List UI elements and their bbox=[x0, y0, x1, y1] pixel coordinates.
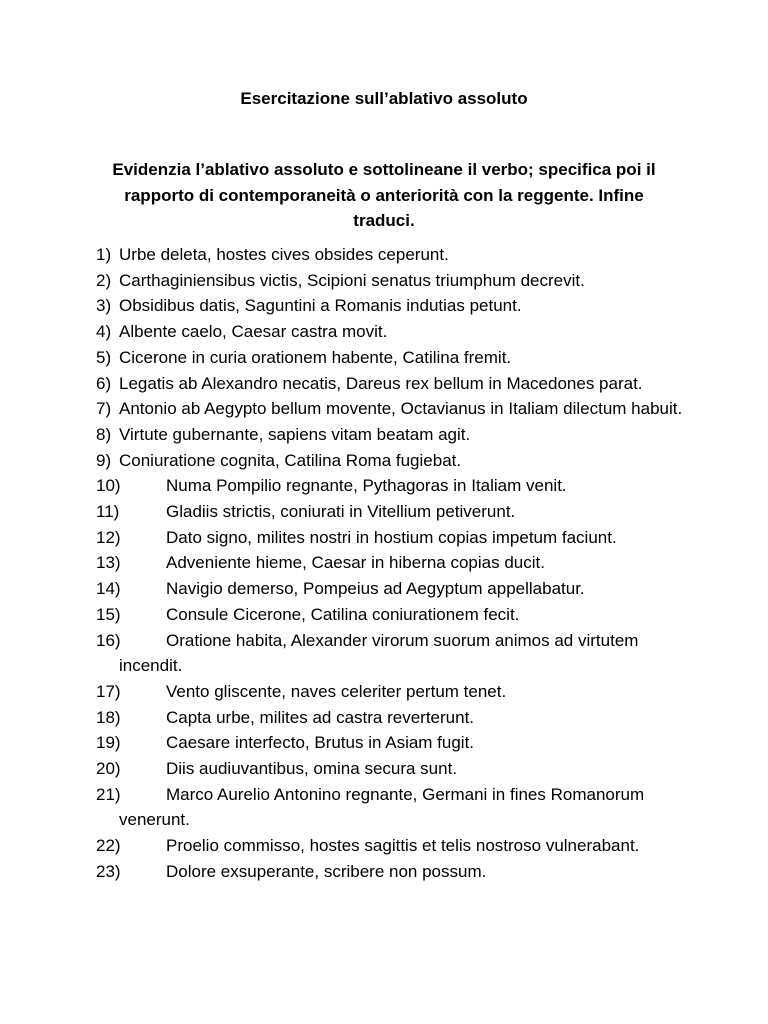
exercise-sentence: Cicerone in curia orationem habente, Catilina fremit. bbox=[119, 347, 512, 367]
exercise-sentence: Dolore exsuperante, scribere non possum. bbox=[166, 861, 487, 881]
exercise-number: 16) bbox=[96, 630, 121, 650]
exercise-number: 6) bbox=[96, 373, 112, 393]
exercise-number: 12) bbox=[96, 527, 121, 547]
exercise-sentence: Coniuratione cognita, Catilina Roma fugiebat. bbox=[119, 450, 462, 470]
exercise-number: 15) bbox=[96, 604, 121, 624]
list-item bbox=[96, 448, 696, 474]
list-item bbox=[96, 550, 696, 576]
exercise-number: 5) bbox=[96, 347, 112, 367]
exercise-number: 9) bbox=[96, 450, 112, 470]
exercise-sentence: Vento gliscente, naves celeriter pertum tenet. bbox=[166, 681, 507, 701]
list-item bbox=[96, 371, 696, 397]
exercise-sentence: Oratione habita, Alexander virorum suorum animos ad virtutem incendit. bbox=[119, 630, 639, 676]
exercise-number: 7) bbox=[96, 399, 112, 419]
list-item bbox=[96, 422, 696, 448]
list-item bbox=[96, 293, 696, 319]
exercise-sentence: Adveniente hieme, Caesar in hiberna copias ducit. bbox=[166, 553, 545, 573]
list-item bbox=[96, 499, 696, 525]
exercise-sentence: Marco Aurelio Antonino regnante, Germani in fines Romanorum venerunt. bbox=[119, 784, 645, 830]
exercise-sentence: Caesare interfecto, Brutus in Asiam fugit. bbox=[166, 733, 475, 753]
exercise-list bbox=[96, 242, 696, 885]
list-item bbox=[96, 679, 696, 705]
exercise-sentence: Dato signo, milites nostri in hostium copias impetum faciunt. bbox=[166, 527, 617, 547]
exercise-sentence: Urbe deleta, hostes cives obsides ceperunt. bbox=[119, 245, 449, 264]
exercise-sentence: Proelio commisso, hostes sagittis et telis nostroso vulnerabant. bbox=[166, 836, 640, 856]
list-item bbox=[96, 473, 696, 499]
list-item bbox=[96, 833, 696, 859]
exercise-number: 14) bbox=[96, 579, 121, 599]
exercise-number: 3) bbox=[96, 296, 112, 316]
exercise-number: 21) bbox=[96, 784, 121, 804]
exercise-number: 13) bbox=[96, 553, 121, 573]
exercise-sentence: Virtute gubernante, sapiens vitam beatam agit. bbox=[119, 424, 471, 444]
exercise-number: 11) bbox=[96, 502, 120, 522]
exercise-sentence: Obsidibus datis, Saguntini a Romanis indutias petunt. bbox=[119, 296, 522, 316]
exercise-sentence: Gladiis strictis, coniurati in Vitellium petiverunt. bbox=[166, 502, 516, 522]
exercise-number: 4) bbox=[96, 322, 112, 342]
exercise-number: 10) bbox=[96, 476, 121, 496]
exercise-number: 8) bbox=[96, 424, 112, 444]
exercise-number: 23) bbox=[96, 861, 121, 881]
exercise-sentence: Carthaginiensibus victis, Scipioni senatus triumphum decrevit. bbox=[119, 270, 585, 290]
list-item bbox=[96, 396, 696, 422]
list-item bbox=[96, 319, 696, 345]
exercise-number: 20) bbox=[96, 759, 121, 779]
list-item bbox=[96, 628, 696, 679]
list-item bbox=[96, 525, 696, 551]
exercise-number: 1) bbox=[96, 245, 112, 264]
exercise-sentence: Diis audiuvantibus, omina secura sunt. bbox=[166, 759, 458, 779]
list-item bbox=[96, 242, 696, 268]
list-item bbox=[96, 730, 696, 756]
exercise-sentence: Albente caelo, Caesar castra movit. bbox=[119, 322, 388, 342]
exercise-number: 17) bbox=[96, 681, 121, 701]
list-item bbox=[96, 859, 696, 885]
exercise-number: 2) bbox=[96, 270, 112, 290]
exercise-sentence: Consule Cicerone, Catilina coniurationem fecit. bbox=[166, 604, 520, 624]
exercise-number: 18) bbox=[96, 707, 121, 727]
exercise-number: 19) bbox=[96, 733, 121, 753]
instructions-text: Evidenzia l’ablativo assoluto e sottolineane il verbo; specifica poi il rapporto di contemporaneità o anteriorità con la reggente. Infine traduci. bbox=[112, 160, 656, 231]
list-item bbox=[96, 345, 696, 371]
exercise-sentence: Navigio demerso, Pompeius ad Aegyptum appellabatur. bbox=[166, 579, 585, 599]
exercise-sentence: Antonio ab Aegypto bellum movente, Octavianus in Italiam dilectum habuit. bbox=[119, 399, 683, 419]
exercise-sentence: Numa Pompilio regnante, Pythagoras in Italiam venit. bbox=[166, 476, 567, 496]
list-item bbox=[96, 782, 696, 833]
list-item bbox=[96, 756, 696, 782]
exercise-sentence: Capta urbe, milites ad castra reverterunt. bbox=[166, 707, 475, 727]
list-item bbox=[96, 705, 696, 731]
list-item bbox=[96, 602, 696, 628]
list-item bbox=[96, 268, 696, 294]
exercise-number: 22) bbox=[96, 836, 121, 856]
document-title: Esercitazione sull’ablativo assoluto bbox=[240, 89, 528, 108]
exercise-sentence: Legatis ab Alexandro necatis, Dareus rex bellum in Macedones parat. bbox=[119, 373, 643, 393]
list-item bbox=[96, 576, 696, 602]
